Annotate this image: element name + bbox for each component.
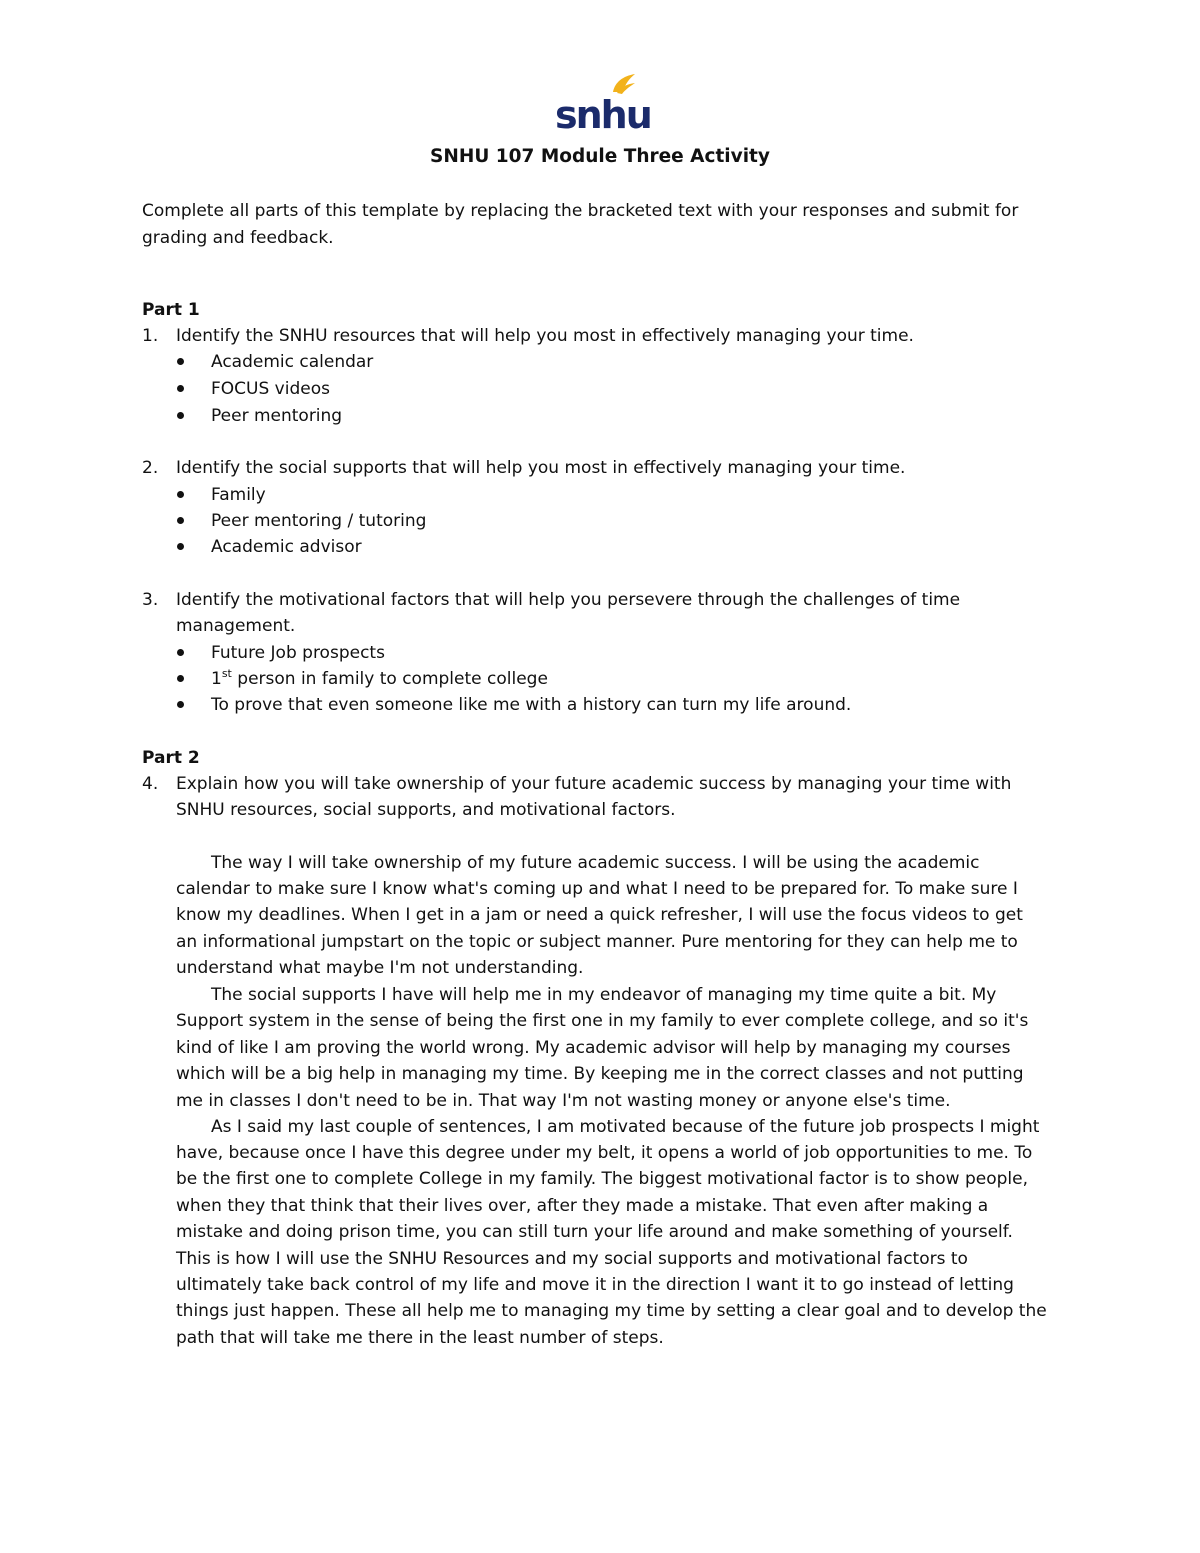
bullet [177, 675, 184, 682]
intro-line: grading and feedback. [142, 228, 334, 248]
answer-item: Future Job prospects [211, 643, 385, 663]
part2-heading: Part 2 [142, 748, 200, 768]
response-line: be the first one to complete College in my family. The biggest motivational factor is to show people, [176, 1169, 1028, 1189]
answer-item: FOCUS videos [211, 379, 330, 399]
response-line: calendar to make sure I know what's coming up and what I need to be prepared for. To make sure I [176, 879, 1018, 899]
bullet [177, 491, 184, 498]
response-line: me in classes I don't need to be in. That way I'm not wasting money or anyone else's time. [176, 1091, 951, 1111]
response-line: understand what maybe I'm not understanding. [176, 958, 584, 978]
response-line: know my deadlines. When I get in a jam or need a quick refresher, I will use the focus videos to get [176, 905, 1023, 925]
question-number: 2. [142, 458, 159, 478]
response-line: an informational jumpstart on the topic or subject manner. Pure mentoring for they can help me to [176, 932, 1018, 952]
response-line: path that will take me there in the least number of steps. [176, 1328, 664, 1348]
answer-item: Academic advisor [211, 537, 362, 557]
question-4-text: Explain how you will take ownership of your future academic success by managing your time with [176, 774, 1012, 794]
question-4-text: SNHU resources, social supports, and motivational factors. [176, 800, 676, 820]
part1-heading: Part 1 [142, 300, 200, 320]
response-line: ultimately take back control of my life and move it in the direction I want it to go instead of letting [176, 1275, 1014, 1295]
page-title: SNHU 107 Module Three Activity [430, 146, 770, 167]
response-line: things just happen. These all help me to managing my time by setting a clear goal and to develop the [176, 1301, 1047, 1321]
answer-ordinal-suffix: st [221, 667, 232, 680]
bullet [177, 701, 184, 708]
response-line: have, because once I have this degree under my belt, it opens a world of job opportunities to me. To [176, 1143, 1033, 1163]
question-2-text: Identify the social supports that will help you most in effectively managing your time. [176, 458, 906, 478]
response-line: when they that think that their lives over, after they made a mistake. That even after making a [176, 1196, 989, 1216]
response-line: Support system in the sense of being the first one in my family to ever complete college, and so it's [176, 1011, 1029, 1031]
question-number: 1. [142, 326, 159, 346]
bullet [177, 649, 184, 656]
bullet [177, 412, 184, 419]
question-number: 3. [142, 590, 159, 610]
svg-text:snhu: snhu [555, 93, 651, 137]
question-number: 4. [142, 774, 159, 794]
answer-text: person in family to complete college [231, 669, 548, 689]
bullet [177, 385, 184, 392]
answer-item: Peer mentoring [211, 406, 343, 426]
response-line: The way I will take ownership of my future academic success. I will be using the academic [211, 853, 980, 873]
answer-item: To prove that even someone like me with a history can turn my life around. [211, 695, 852, 715]
answer-item: Peer mentoring / tutoring [211, 511, 427, 531]
question-3-text: management. [176, 616, 296, 636]
bullet [177, 358, 184, 365]
response-line: The social supports I have will help me in my endeavor of managing my time quite a bit. My [211, 985, 997, 1005]
question-3-text: Identify the motivational factors that will help you persevere through the challenges of time [176, 590, 961, 610]
response-line: kind of like I am proving the world wrong. My academic advisor will help by managing my courses [176, 1038, 1011, 1058]
response-line: which will be a big help in managing my time. By keeping me in the correct classes and not putting [176, 1064, 1024, 1084]
response-line: This is how I will use the SNHU Resources and my social supports and motivational factors to [176, 1249, 968, 1269]
snhu-logo [555, 70, 651, 137]
question-1-text: Identify the SNHU resources that will help you most in effectively managing your time. [176, 326, 914, 346]
intro-line: Complete all parts of this template by replacing the bracketed text with your responses and submit for [142, 201, 1019, 221]
answer-item: Academic calendar [211, 352, 374, 372]
answer-item: Family [211, 485, 266, 505]
bullet [177, 517, 184, 524]
bullet [177, 543, 184, 550]
response-line: As I said my last couple of sentences, I am motivated because of the future job prospects I might [211, 1117, 1040, 1137]
response-line: mistake and doing prison time, you can still turn your life around and make something of yourself. [176, 1222, 1013, 1242]
answer-item [211, 666, 548, 692]
answer-ordinal: 1 [211, 669, 222, 689]
